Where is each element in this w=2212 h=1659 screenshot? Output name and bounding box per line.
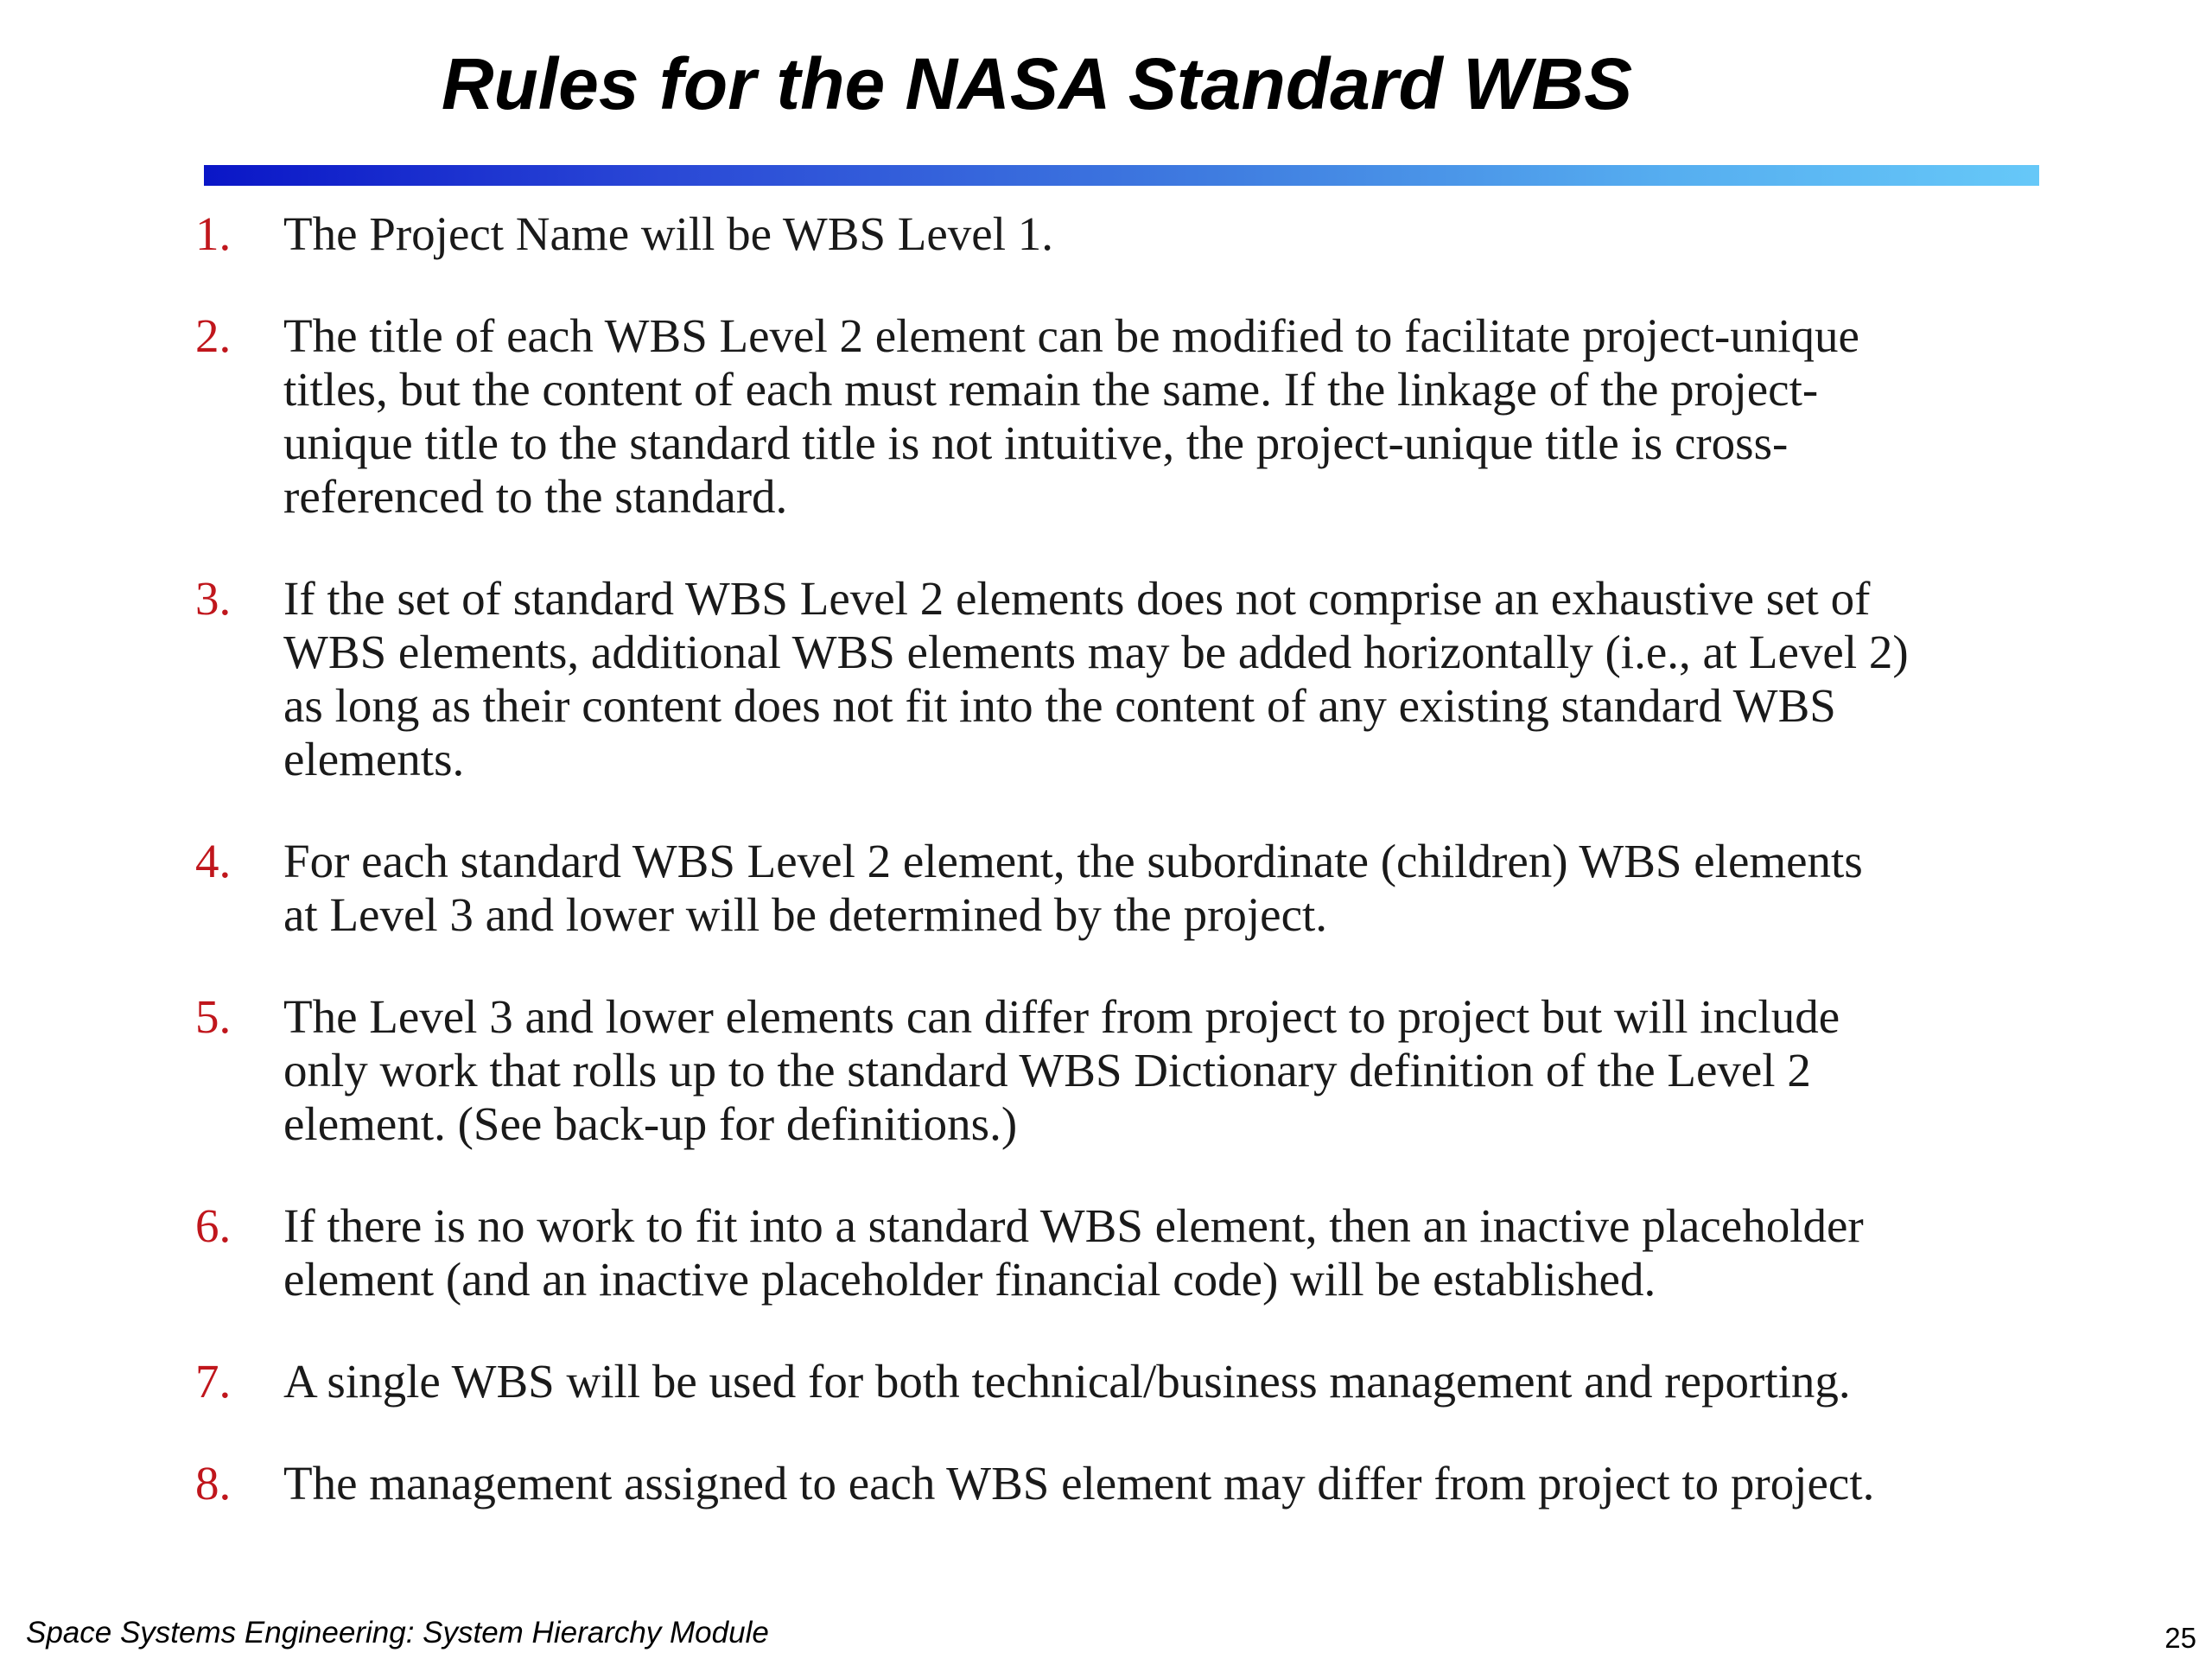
- rule-line: A single WBS will be used for both technical/business management and reporting.: [283, 1355, 1851, 1408]
- rule-text: [283, 1199, 2122, 1306]
- slide-title: Rules for the NASA Standard WBS: [441, 43, 1633, 124]
- rule-line: The Project Name will be WBS Level 1.: [283, 207, 1053, 260]
- rule-text: [283, 990, 2122, 1151]
- rule-line: The title of each WBS Level 2 element can be modified to facilitate project-unique: [283, 309, 1859, 362]
- rule-line: The management assigned to each WBS element may differ from project to project.: [283, 1457, 1875, 1510]
- rule-number: 1.: [195, 207, 232, 260]
- rule-line: as long as their content does not fit into the content of any existing standard WBS: [283, 679, 1836, 732]
- rule-number: 5.: [195, 990, 232, 1043]
- rule-number: 8.: [195, 1457, 232, 1510]
- rule-item-2: [195, 309, 2122, 524]
- page-number: 25: [2164, 1622, 2196, 1654]
- rule-line: referenced to the standard.: [283, 470, 788, 523]
- rule-item-7: [195, 1355, 2122, 1408]
- rule-line: elements.: [283, 733, 465, 785]
- rule-number: 7.: [195, 1355, 232, 1408]
- rule-number: 4.: [195, 835, 232, 887]
- rule-text: [283, 207, 2122, 261]
- rule-line: If the set of standard WBS Level 2 elements does not comprise an exhaustive set of: [283, 572, 1871, 625]
- rule-item-5: [195, 990, 2122, 1151]
- rule-item-4: [195, 835, 2122, 942]
- rule-text: [283, 835, 2122, 942]
- rule-number: 2.: [195, 309, 232, 362]
- rule-item-1: [195, 207, 2122, 261]
- rule-text: [283, 309, 2122, 524]
- rule-line: titles, but the content of each must remain the same. If the linkage of the project-: [283, 363, 1819, 416]
- rule-line: WBS elements, additional WBS elements may be added horizontally (i.e., at Level 2): [283, 626, 1909, 678]
- rule-line: If there is no work to fit into a standard WBS element, then an inactive placeholder: [283, 1199, 1864, 1252]
- rule-line: For each standard WBS Level 2 element, the subordinate (children) WBS elements: [283, 835, 1863, 887]
- rule-item-6: [195, 1199, 2122, 1306]
- rules-list: [195, 207, 2122, 1510]
- rule-item-8: [195, 1457, 2122, 1510]
- footer-module-title: Space Systems Engineering: System Hierarchy Module: [26, 1616, 769, 1649]
- rule-line: The Level 3 and lower elements can differ from project to project but will include: [283, 990, 1840, 1043]
- rule-number: 6.: [195, 1199, 232, 1252]
- rule-item-3: [195, 572, 2122, 786]
- rule-text: [283, 572, 2122, 786]
- rule-line: unique title to the standard title is not intuitive, the project-unique title is cross-: [283, 416, 1789, 469]
- rule-text: [283, 1457, 2122, 1510]
- rule-text: [283, 1355, 2122, 1408]
- rule-line: at Level 3 and lower will be determined by the project.: [283, 888, 1328, 941]
- rule-line: only work that rolls up to the standard WBS Dictionary definition of the Level 2: [283, 1044, 1811, 1096]
- rule-number: 3.: [195, 572, 232, 625]
- title-gradient-rule: [204, 165, 2039, 186]
- rule-line: element (and an inactive placeholder financial code) will be established.: [283, 1253, 1656, 1306]
- rule-line: element. (See back-up for definitions.): [283, 1097, 1018, 1150]
